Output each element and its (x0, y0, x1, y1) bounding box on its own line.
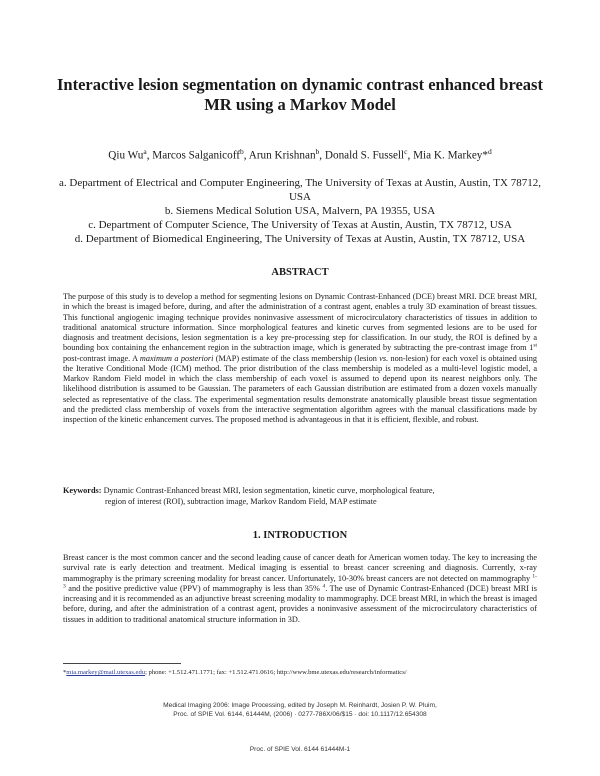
affiliation-a: a. Department of Electrical and Computer Engineering, The University of Texas at Austin, Austin, TX 78712, USA (59, 177, 541, 203)
footnote-email-link[interactable]: mia.markey@mail.utexas.edu (66, 669, 146, 676)
paper-title (40, 75, 560, 115)
author-affil-mark: a (143, 147, 147, 156)
author-list (40, 145, 560, 163)
abstract-text: (MAP) estimate of the class membership (lesion (213, 353, 380, 363)
title-line-1: Interactive lesion segmentation on dynamic contrast enhanced breast (57, 75, 543, 94)
author-affil-mark: c (404, 147, 408, 156)
abstract-italic: vs. (379, 353, 389, 363)
footnote (63, 669, 563, 677)
keywords-label: Keywords: (63, 486, 102, 495)
proceedings-citation (0, 702, 600, 719)
abstract-superscript: st (533, 342, 537, 349)
author-name: Mia K. Markey* (413, 149, 488, 162)
keywords-line-2: region of interest (ROI), subtraction image, Markov Random Field, MAP estimate (105, 496, 377, 506)
author-separator: , (319, 149, 325, 162)
abstract-body (63, 292, 537, 425)
abstract-text: post-contrast image. A (63, 353, 140, 363)
author-name: Qiu Wu (108, 149, 144, 162)
introduction-body (63, 553, 537, 625)
abstract-text: The purpose of this study is to develop a method for segmenting lesions on Dynamic Contrast-Enhanced (DCE) breast MRI. DCE breast MRI, in which the breast is imaged before, during, and after the administration of a contrast agent, enables a truly 3D examination of breast tissues. This functional angiogenic imaging technique provides noninvasive assessment of microcirculatory characteristics of tissues in addition to traditional anatomical structure information. Since morphological features and kinetic curves from segmented lesions are to be used for diagnosis and treatment decisions, lesion segmentation is a key pre-processing step for classification. In our study, the ROI is defined by a bounding box containing the enhancement region in the subtraction image, which is generated by subtracting the pre-contrast image from 1 (63, 292, 537, 353)
author-affil-mark: b (315, 147, 320, 156)
abstract-text: non-lesion) for each voxel is obtained using the Iterative Conditional Mode (ICM) method. The prior distribution of the class membership is modeled as a multi-level logistic model, a Markov Random Field model in which the class membership of each voxel is assumed to depend upon its nearest neighbors only. The likelihood distribution is assumed to be Gaussian. The parameters of each Gaussian distribution are estimated from a dozen voxels manually selected as representative of the class. The experimental segmentation results demonstrate anatomically plausible breast tissue segmentation and the predicted class membership of voxels from the interactive segmentation algorithm agrees with the manual classifications made by inspection of the kinetic enhancement curves. The proposed method is advantageous in that it is efficient, flexible, and robust. (63, 353, 537, 424)
footnote-star: * (63, 669, 67, 676)
author-affil-mark: d (487, 147, 492, 156)
affiliation-c: c. Department of Computer Science, The University of Texas at Austin, Austin, TX 78712, USA (88, 219, 512, 231)
affiliation-b: b. Siemens Medical Solution USA, Malvern, PA 19355, USA (164, 205, 436, 217)
author-separator: , (146, 149, 153, 162)
citation-superscript: 4 (322, 583, 326, 589)
author-separator: , (243, 149, 249, 162)
proceedings-line-2: Proc. of SPIE Vol. 6144, 61444M, (2006) · 0277-786X/06/$15 · doi: 10.1117/12.654308 (173, 710, 427, 718)
affiliation-d: d. Department of Biomedical Engineering, The University of Texas at Austin, Austin, TX 78712, USA (74, 233, 526, 245)
intro-text: . The use of Dynamic Contrast-Enhanced (DCE) breast MRI is increasing and it is recommended as an adjunctive breast screening modality to mammography. DCE breast MRI, in which the breast is imaged before, during, and after the administration of a contrast agent, provides a noninvasive assessment of the microcirculatory characteristics of tissues in addition to traditional anatomical structure information in 3D. (63, 583, 537, 624)
title-line-2: MR using a Markov Model (204, 95, 396, 114)
citation-superscript: 1-3 (63, 572, 537, 589)
author-separator: , (407, 149, 414, 162)
abstract-italic: maximum a posteriori (139, 353, 214, 363)
section-heading-introduction: 1. INTRODUCTION (252, 530, 348, 541)
affiliations (55, 176, 545, 246)
author-name: Marcos Salganicoff (152, 149, 240, 162)
intro-text: Breast cancer is the most common cancer and the second leading cause of cancer death for American women today. The key to increasing the survival rate is early detection and treatment. Medical imaging is essential to breast cancer screening and diagnosis. Currently, x-ray mammography is the primary screening modality for breast cancer. Unfortunately, 10-30% breast cancers are not detected on mammography (63, 553, 537, 583)
footnote-contact: ; phone: +1.512.471.1771; fax: +1.512.471.0616; http://www.bme.utexas.edu/research/informatics/ (145, 669, 407, 676)
abstract-heading: ABSTRACT (271, 267, 329, 278)
keywords-line-1: Dynamic Contrast-Enhanced breast MRI, lesion segmentation, kinetic curve, morphological feature, (101, 486, 435, 495)
proceedings-line-1: Medical Imaging 2006: Image Processing, edited by Joseph M. Reinhardt, Josien P. W. Pluim, (163, 702, 437, 709)
intro-text: and the positive predictive value (PPV) of mammography is less than 35% (65, 583, 323, 593)
footnote-divider (63, 663, 181, 664)
page-footer: Proc. of SPIE Vol. 6144 61444M-1 (249, 746, 351, 753)
author-name: Donald S. Fussell (324, 149, 405, 162)
keywords (63, 486, 537, 507)
author-affil-mark: b (240, 147, 244, 156)
author-name: Arun Krishnan (248, 149, 316, 162)
